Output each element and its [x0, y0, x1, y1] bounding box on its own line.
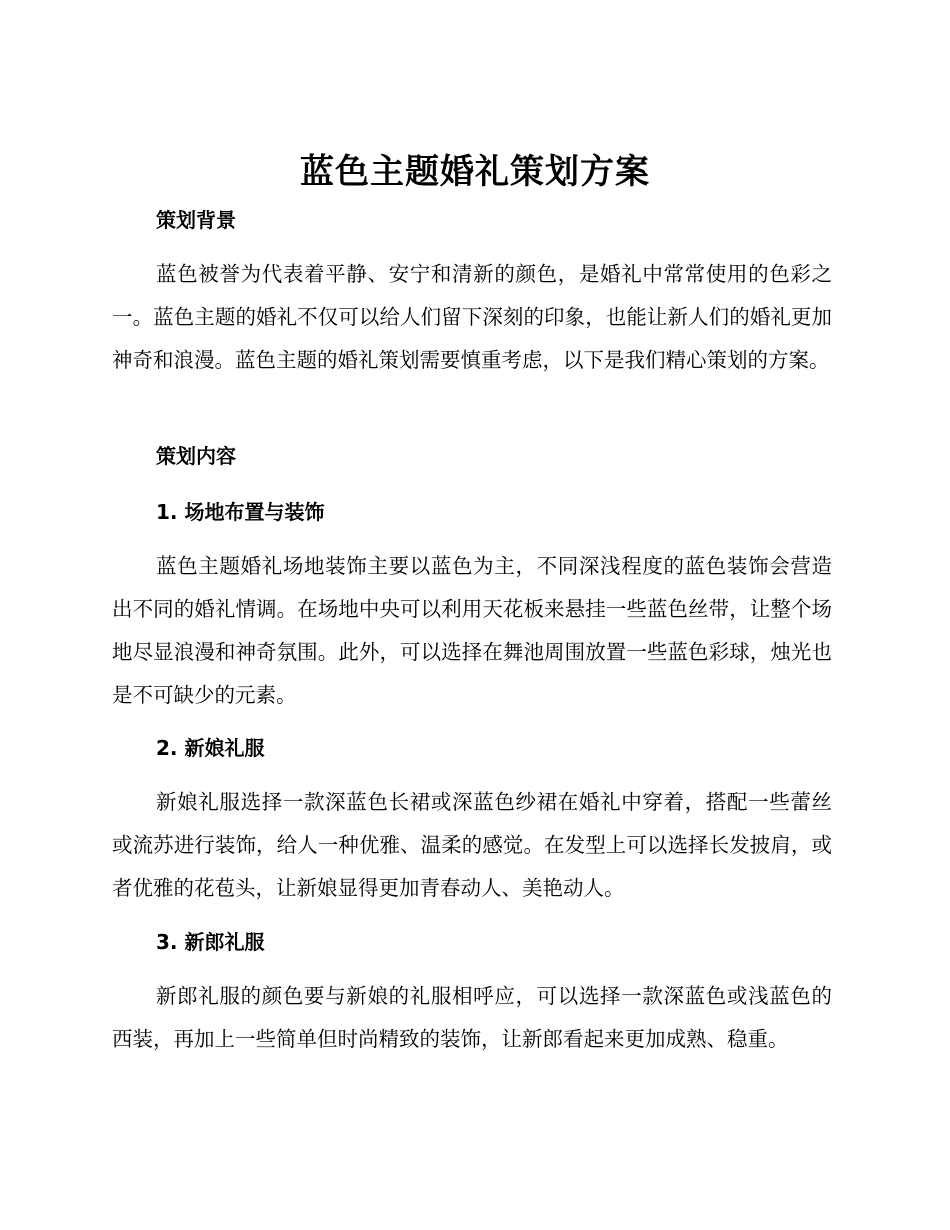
section-heading-groom-suit: 3. 新郎礼服: [156, 930, 265, 954]
paragraph-venue: 蓝色主题婚礼场地装饰主要以蓝色为主，不同深浅程度的蓝色装饰会营造出不同的婚礼情调。在场地中央可以利用天花板来悬挂一些蓝色丝带，让整个场地尽显浪漫和神奇氛围。此外，可以选择在舞池周围放置一些蓝色彩球，烛光也是不可缺少的元素。: [112, 554, 832, 707]
section-heading-content: 策划内容: [156, 444, 236, 468]
paragraph-background: 蓝色被誉为代表着平静、安宁和清新的颜色，是婚礼中常常使用的色彩之一。蓝色主题的婚礼不仅可以给人们留下深刻的印象，也能让新人们的婚礼更加神奇和浪漫。蓝色主题的婚礼策划需要慎重考虑，以下是我们精心策划的方案。: [112, 262, 832, 372]
document-title: 蓝色主题婚礼策划方案: [300, 152, 650, 192]
section-heading-venue: 1. 场地布置与装饰: [156, 500, 325, 524]
section-heading-background: 策划背景: [156, 208, 236, 232]
section-heading-bride-dress: 2. 新娘礼服: [156, 736, 265, 760]
paragraph-bride-dress: 新娘礼服选择一款深蓝色长裙或深蓝色纱裙在婚礼中穿着，搭配一些蕾丝或流苏进行装饰，给人一种优雅、温柔的感觉。在发型上可以选择长发披肩，或者优雅的花苞头，让新娘显得更加青春动人、美艳动人。: [112, 790, 832, 900]
paragraph-groom-suit: 新郎礼服的颜色要与新娘的礼服相呼应，可以选择一款深蓝色或浅蓝色的西装，再加上一些简单但时尚精致的装饰，让新郎看起来更加成熟、稳重。: [112, 984, 832, 1051]
